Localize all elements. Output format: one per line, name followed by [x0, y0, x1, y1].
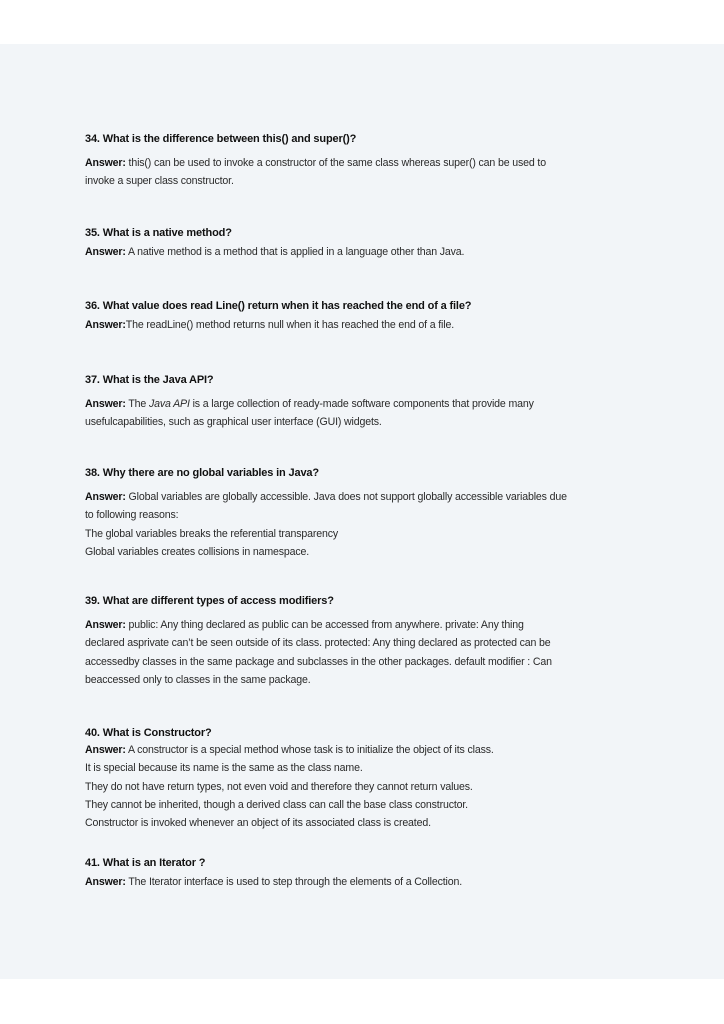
question-heading: 34. What is the difference between this() and super()?	[85, 133, 357, 145]
document-page	[0, 44, 724, 979]
qa-item-38	[85, 466, 645, 561]
answer-line: Global variables creates collisions in namespace.	[85, 545, 310, 558]
question-heading: 37. What is the Java API?	[85, 374, 214, 386]
answer-emphasis: Java API	[148, 398, 190, 410]
qa-item-37	[85, 373, 645, 432]
answer-line: invoke a super class constructor.	[85, 175, 234, 188]
answer-line: The global variables breaks the referential transparency	[85, 527, 339, 540]
answer-label: Answer:	[85, 876, 126, 888]
answer-label: Answer:	[85, 398, 126, 410]
answer-line: It is special because its name is the same as the class name.	[85, 762, 363, 775]
answer-text	[85, 395, 645, 432]
answer-line: The readLine() method returns null when it has reached the end of a file.	[125, 319, 455, 331]
answer-label: Answer:	[85, 619, 126, 631]
answer-label: Answer:	[85, 246, 126, 258]
answer-line: usefulcapabilities, such as graphical user interface (GUI) widgets.	[85, 416, 382, 429]
answer-fragment: is a large collection of ready-made software components that provide many	[189, 398, 534, 410]
answer-label: Answer:	[85, 157, 126, 169]
answer-line: public: Any thing declared as public can be accessed from anywhere. private: Any thing	[128, 619, 524, 631]
answer-text	[85, 488, 645, 561]
answer-line: The Iterator interface is used to step through the elements of a Collection.	[128, 876, 463, 888]
qa-item-41	[85, 856, 645, 891]
answer-line: Global variables are globally accessible. Java does not support globally accessible variables due	[128, 491, 567, 503]
answer-text	[85, 873, 645, 891]
answer-line: Constructor is invoked whenever an object of its associated class is created.	[85, 817, 431, 830]
question-heading: 35. What is a native method?	[85, 227, 232, 239]
answer-label: Answer:	[85, 491, 126, 503]
answer-text	[85, 616, 645, 689]
answer-line: accessedby classes in the same package and subclasses in the other packages. default modifier : Can	[85, 655, 552, 668]
answer-line: beaccessed only to classes in the same package.	[85, 673, 311, 686]
qa-item-40	[85, 726, 645, 832]
qa-item-39	[85, 594, 645, 689]
qa-item-34	[85, 132, 645, 191]
answer-line: A native method is a method that is applied in a language other than Java.	[127, 246, 465, 258]
question-heading: 41. What is an Iterator ?	[85, 857, 206, 869]
answer-fragment: The	[128, 398, 149, 410]
question-heading: 38. Why there are no global variables in Java?	[85, 467, 319, 479]
qa-item-36	[85, 299, 645, 334]
answer-line: They do not have return types, not even void and therefore they cannot return values.	[85, 780, 473, 793]
answer-text	[85, 741, 645, 832]
answer-line: declared asprivate can’t be seen outside of its class. protected: Any thing declared as protected can be	[85, 637, 551, 650]
answer-label: Answer:	[85, 319, 126, 331]
answer-line: A constructor is a special method whose task is to initialize the object of its class.	[127, 744, 494, 756]
answer-line: to following reasons:	[85, 509, 179, 522]
question-heading: 39. What are different types of access modifiers?	[85, 595, 334, 607]
question-heading: 36. What value does read Line() return when it has reached the end of a file?	[85, 300, 472, 312]
answer-text	[85, 154, 645, 191]
answer-line: They cannot be inherited, though a derived class can call the base class constructor.	[85, 798, 468, 811]
qa-item-35	[85, 226, 645, 261]
answer-text	[85, 316, 645, 334]
question-heading: 40. What is Constructor?	[85, 727, 212, 739]
answer-label: Answer:	[85, 744, 126, 756]
answer-text	[85, 243, 645, 261]
answer-line: this() can be used to invoke a constructor of the same class whereas super() can be used to	[128, 157, 546, 169]
